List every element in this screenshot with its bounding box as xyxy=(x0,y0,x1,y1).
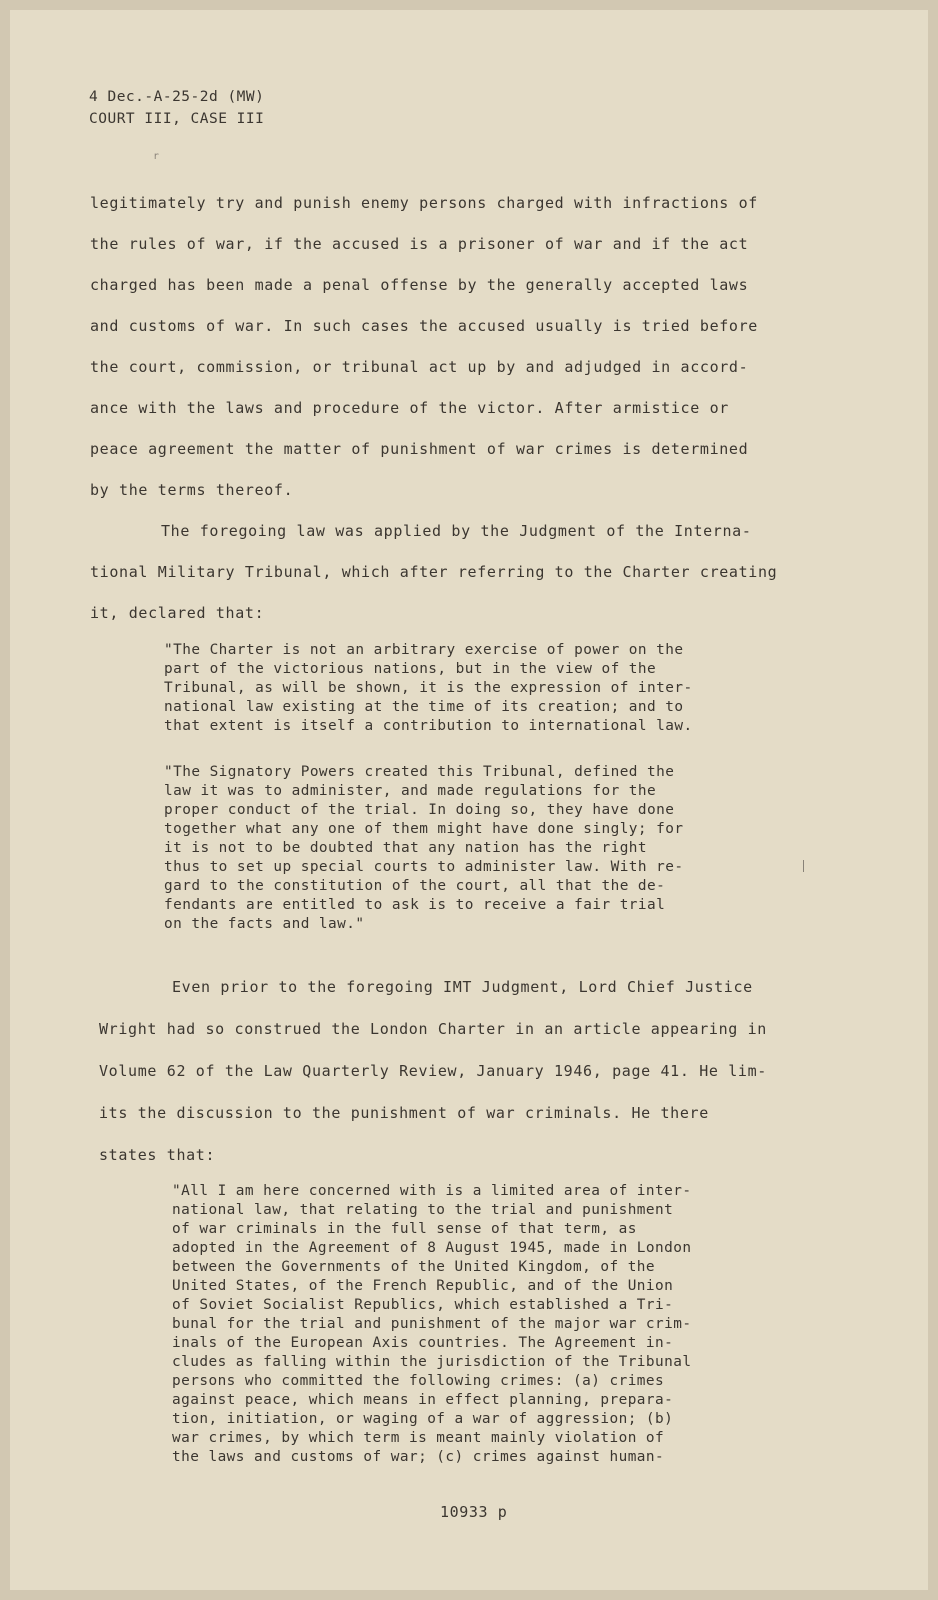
paragraph-1-line-8: by the terms thereof. xyxy=(90,481,294,499)
quote-1-line-3: Tribunal, as will be shown, it is the expression of inter- xyxy=(164,680,693,696)
quote-1-line-4: national law existing at the time of its creation; and to xyxy=(164,699,684,715)
quote-3-line-6: United States, of the French Republic, and of the Union xyxy=(172,1278,674,1294)
quote-3-line-7: of Soviet Socialist Republics, which established a Tri- xyxy=(172,1297,674,1313)
quote-2-line-8: fendants are entitled to ask is to receive a fair trial xyxy=(164,897,666,913)
quote-3-line-8: bunal for the trial and punishment of the major war crim- xyxy=(172,1316,692,1332)
paragraph-3-line-2: Wright had so construed the London Charter in an article appearing in xyxy=(99,1020,767,1038)
quote-3-line-4: adopted in the Agreement of 8 August 1945, made in London xyxy=(172,1240,692,1256)
paragraph-3-line-5: states that: xyxy=(99,1146,216,1164)
page-number: 10933 p xyxy=(440,1503,508,1521)
quote-1-line-2: part of the victorious nations, but in the view of the xyxy=(164,661,657,677)
document-header-line-1: 4 Dec.-A-25-2d (MW) xyxy=(89,89,265,105)
quote-3-line-14: war crimes, by which term is meant mainly violation of xyxy=(172,1430,665,1446)
quote-3-line-11: persons who committed the following crimes: (a) crimes xyxy=(172,1373,665,1389)
quote-3-line-13: tion, initiation, or waging of a war of aggression; (b) xyxy=(172,1411,674,1427)
stray-vertical-mark xyxy=(803,860,804,872)
paragraph-1-line-7: peace agreement the matter of punishment of war crimes is determined xyxy=(90,440,749,458)
paragraph-1-line-1: legitimately try and punish enemy persons charged with infractions of xyxy=(90,194,758,212)
quote-2-line-1: "The Signatory Powers created this Tribunal, defined the xyxy=(164,764,675,780)
quote-2-line-5: it is not to be doubted that any nation has the right xyxy=(164,840,648,856)
paragraph-2-line-3: it, declared that: xyxy=(90,604,265,622)
stray-mark: r xyxy=(153,151,160,162)
quote-2-line-7: gard to the constitution of the court, all that the de- xyxy=(164,878,666,894)
paragraph-3-line-1: Even prior to the foregoing IMT Judgment, Lord Chief Justice xyxy=(172,978,753,996)
quote-3-line-12: against peace, which means in effect planning, prepara- xyxy=(172,1392,674,1408)
paragraph-1-line-4: and customs of war. In such cases the accused usually is tried before xyxy=(90,317,758,335)
quote-3-line-5: between the Governments of the United Kingdom, of the xyxy=(172,1259,656,1275)
quote-2-line-9: on the facts and law." xyxy=(164,916,365,932)
paragraph-2-line-1: The foregoing law was applied by the Judgment of the Interna- xyxy=(161,522,752,540)
paragraph-3-line-4: its the discussion to the punishment of war criminals. He there xyxy=(99,1104,709,1122)
quote-3-line-9: inals of the European Axis countries. The Agreement in- xyxy=(172,1335,674,1351)
quote-2-line-2: law it was to administer, and made regulations for the xyxy=(164,783,657,799)
quote-2-line-3: proper conduct of the trial. In doing so, they have done xyxy=(164,802,675,818)
quote-2-line-6: thus to set up special courts to administer law. With re- xyxy=(164,859,684,875)
quote-3-line-15: the laws and customs of war; (c) crimes against human- xyxy=(172,1449,665,1465)
paragraph-1-line-2: the rules of war, if the accused is a prisoner of war and if the act xyxy=(90,235,749,253)
paragraph-3-line-3: Volume 62 of the Law Quarterly Review, January 1946, page 41. He lim- xyxy=(99,1062,767,1080)
quote-3-line-10: cludes as falling within the jurisdiction of the Tribunal xyxy=(172,1354,692,1370)
paragraph-1-line-5: the court, commission, or tribunal act up by and adjudged in accord- xyxy=(90,358,749,376)
quote-3-line-1: "All I am here concerned with is a limited area of inter- xyxy=(172,1183,692,1199)
paragraph-1-line-3: charged has been made a penal offense by the generally accepted laws xyxy=(90,276,749,294)
quote-1-line-5: that extent is itself a contribution to international law. xyxy=(164,718,693,734)
quote-2-line-4: together what any one of them might have done singly; for xyxy=(164,821,684,837)
quote-3-line-2: national law, that relating to the trial and punishment xyxy=(172,1202,674,1218)
quote-1-line-1: "The Charter is not an arbitrary exercise of power on the xyxy=(164,642,684,658)
document-header-line-2: COURT III, CASE III xyxy=(89,111,265,127)
paragraph-1-line-6: ance with the laws and procedure of the victor. After armistice or xyxy=(90,399,729,417)
quote-3-line-3: of war criminals in the full sense of that term, as xyxy=(172,1221,637,1237)
paragraph-2-line-2: tional Military Tribunal, which after referring to the Charter creating xyxy=(90,563,778,581)
